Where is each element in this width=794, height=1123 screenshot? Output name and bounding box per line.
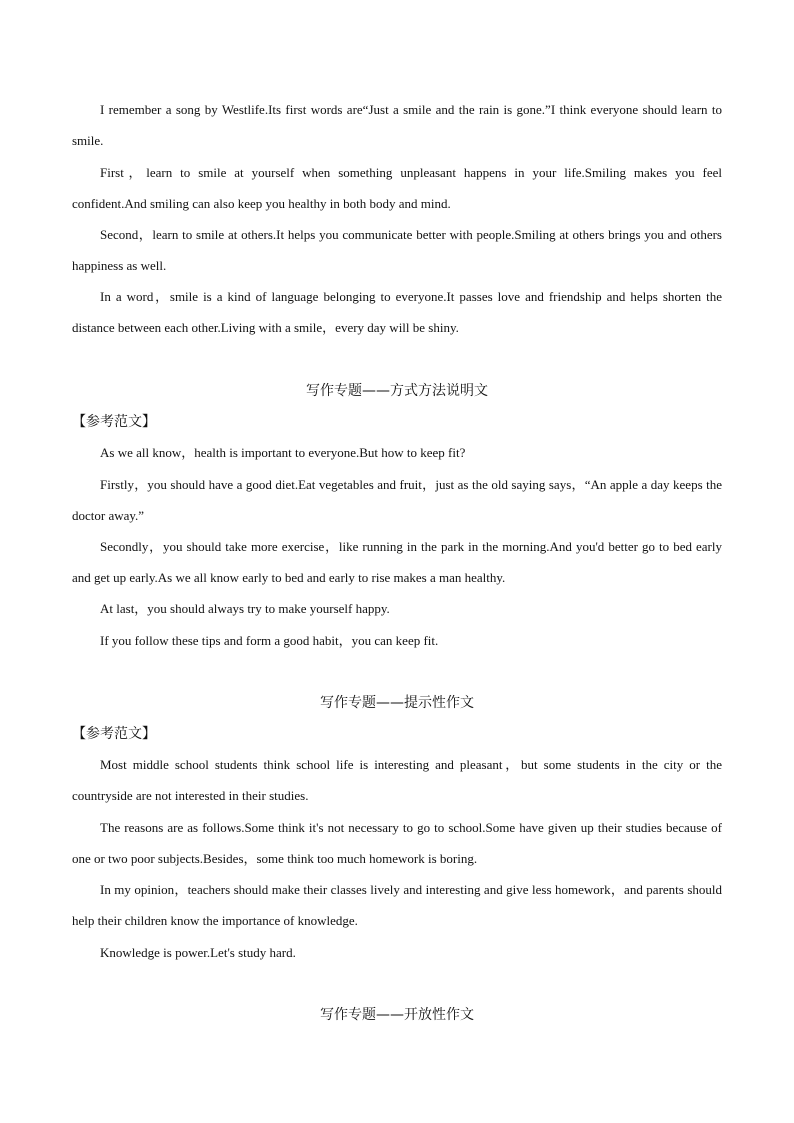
essay1-paragraph-4: In a word，smile is a kind of language belonging to everyone.It passes love and friendship and helps shorten the distance between each other.Living with a smile，every day will be shiny. — [72, 289, 722, 335]
essay1-paragraph-1: I remember a song by Westlife.Its first words are“Just a smile and the rain is gone.”I think everyone should learn to smile. — [72, 102, 722, 148]
essay3-paragraph-1: Most middle school students think school life is interesting and pleasant，but some students in the city or the countryside are not interested in their studies. — [72, 757, 722, 803]
reference-essay-label: 【参考范文】 — [72, 414, 156, 430]
essay2-paragraph-3: Secondly，you should take more exercise，like running in the park in the morning.And you'd better go to bed early and get up early.As we all know early to bed and early to rise makes a man healthy. — [72, 539, 722, 585]
essay2-paragraph-4: At last，you should always try to make yourself happy. — [100, 601, 390, 616]
reference-essay-label: 【参考范文】 — [72, 726, 156, 742]
essay3-paragraph-4: Knowledge is power.Let's study hard. — [100, 945, 296, 960]
essay2-paragraph-2: Firstly，you should have a good diet.Eat vegetables and fruit，just as the old saying says，“An apple a day keeps the doctor away.” — [72, 477, 722, 523]
essay2-paragraph-5: If you follow these tips and form a good habit，you can keep fit. — [100, 633, 439, 648]
essay1-paragraph-3: Second，learn to smile at others.It helps you communicate better with people.Smiling at others brings you and others happiness as well. — [72, 227, 722, 273]
essay3-paragraph-3: In my opinion，teachers should make their classes lively and interesting and give less homework，and parents should help their children know the importance of knowledge. — [72, 882, 722, 928]
section-heading-prompted-essay: 写作专题——提示性作文 — [320, 695, 474, 711]
essay3-paragraph-2: The reasons are as follows.Some think it's not necessary to go to school.Some have given up their studies because of one or two poor subjects.Besides，some think too much homework is boring. — [72, 820, 722, 866]
essay1-paragraph-2: First，learn to smile at yourself when something unpleasant happens in your life.Smiling makes you feel confident.And smiling can also keep you healthy in both body and mind. — [72, 165, 722, 211]
section-heading-open-essay: 写作专题——开放性作文 — [320, 1007, 474, 1023]
essay2-paragraph-1: As we all know，health is important to everyone.But how to keep fit? — [100, 445, 466, 460]
section-heading-method-explanation: 写作专题——方式方法说明文 — [306, 383, 488, 399]
